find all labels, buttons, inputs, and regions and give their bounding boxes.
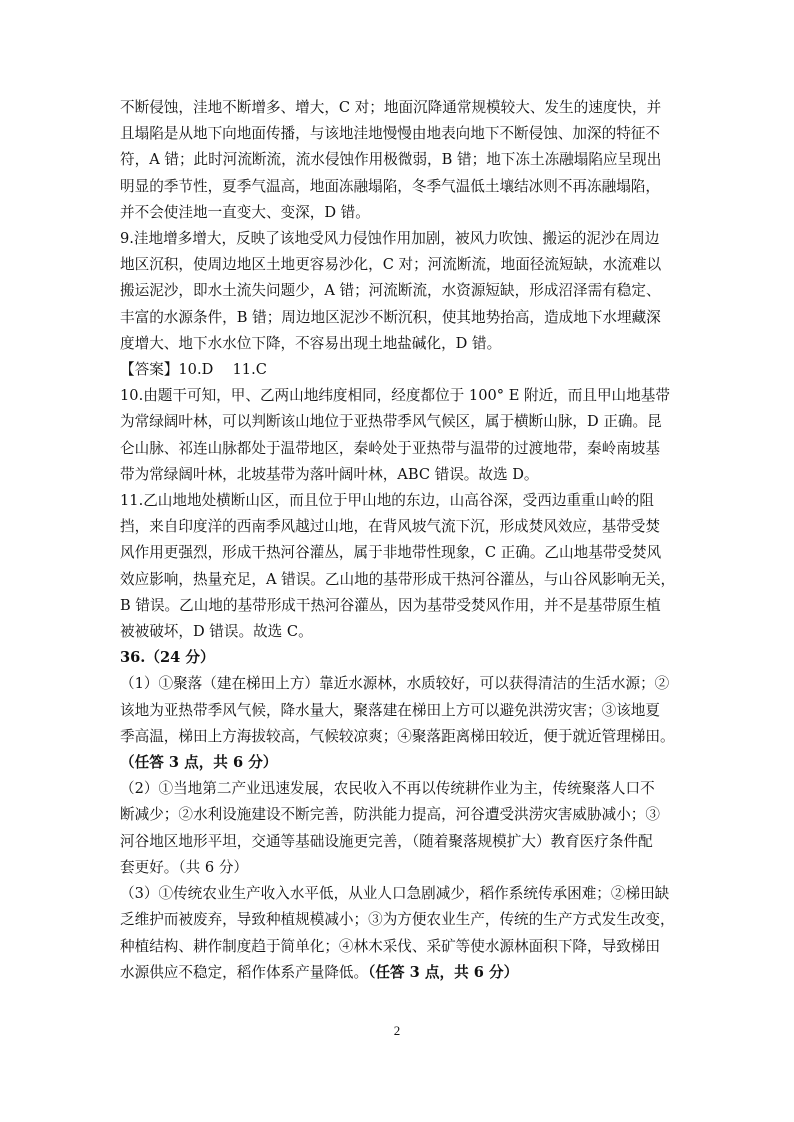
q36-heading	[120, 645, 680, 671]
text-line: （2）①当地第二产业迅速发展，农民收入不再以传统耕作业为主，传统聚落人口不	[120, 780, 655, 798]
text-line: 丰富的水源条件，B 错；周边地区泥沙不断沉积，使其地势抬高，造成地下水埋藏深	[120, 308, 661, 326]
text-segment: 水源供应不稳定，稻作体系产量降低。	[120, 963, 369, 981]
q36-part1	[120, 671, 680, 776]
text-line: （1）①聚落（建在梯田上方）靠近水源林，水质较好，可以获得清洁的生活水源；②	[120, 675, 670, 693]
text-line	[120, 960, 680, 986]
text-line: 种植结构、耕作制度趋于简单化；④林木采伐、采矿等使水源林面积下降，导致梯田	[120, 937, 660, 955]
text-line: 11.乙山地地处横断山区，而且位于甲山地的东边，山高谷深，受西边重重山岭的阻	[120, 492, 654, 510]
text-line: 10.由题干可知，甲、乙两山地纬度相同，经度都位于 100° E 附近，而且甲山地基带	[120, 387, 670, 405]
text-line: 度增大、地下水水位下降，不容易出现土地盐碱化，D 错。	[120, 334, 502, 352]
text-line: （3）①传统农业生产收入水平低，从业人口急剧减少，稻作系统传承困难；②梯田缺	[120, 885, 670, 903]
q36-part2	[120, 776, 680, 881]
text-line: 并不会使洼地一直变大、变深，D 错。	[120, 203, 370, 221]
q8-explanation-continued	[120, 95, 680, 226]
text-line: 季高温，梯田上方海拔较高，气候较凉爽；④聚落距离梯田较近，便于就近管理梯田。	[120, 727, 675, 745]
q36-part3	[120, 881, 680, 986]
text-line: 被被破坏，D 错误。故选 C。	[120, 623, 313, 641]
score-note: （任答 3 点，共 6 分）	[120, 754, 278, 772]
text-line: 【答案】10.D 11.C	[120, 361, 267, 379]
q11-explanation	[120, 488, 680, 645]
q10-explanation	[120, 383, 680, 488]
text-line: B 错误。乙山地的基带形成干热河谷灌丛，因为基带受焚风作用，并不是基带原生植	[120, 596, 661, 614]
text-line: 不断侵蚀，洼地不断增多、增大，C 对；地面沉降通常规模较大、发生的速度快，并	[120, 99, 662, 116]
text-line: 9.洼地增多增大，反映了该地受风力侵蚀作用加剧，被风力吹蚀、搬运的泥沙在周边	[120, 230, 660, 248]
score-note: （任答 3 点，共 6 分）	[368, 963, 519, 981]
q9-explanation	[120, 226, 680, 357]
text-line: 套更好。（共 6 分）	[120, 858, 249, 876]
text-line: 乏维护而被废弃，导致种植规模减小；③为方便农业生产，传统的生产方式发生改变，	[120, 911, 675, 929]
page-number: 2	[393, 1023, 401, 1038]
text-line: 带为常绿阔叶林，北坡基带为落叶阔叶林，ABC 错误。故选 D。	[120, 465, 539, 483]
text-line: 且塌陷是从地下向地面传播，与该地洼地慢慢由地表向地下不断侵蚀、加深的特征不	[120, 125, 660, 143]
text-line: 为常绿阔叶林，可以判断该山地位于亚热带季风气候区，属于横断山脉，D 正确。昆	[120, 413, 662, 431]
text-line: 效应影响，热量充足，A 错误。乙山地的基带形成干热河谷灌丛，与山谷风影响无关，	[120, 570, 676, 588]
text-line: 地区沉积，使周边地区土地更容易沙化，C 对；河流断流，地面径流短缺，水流难以	[120, 256, 662, 274]
text-line: 符，A 错；此时河流断流，流水侵蚀作用极微弱，B 错；地下冻土冻融塌陷应呈现出	[120, 151, 662, 169]
text-line: 河谷地区地形平坦，交通等基础设施更完善，（随着聚落规模扩大）教育医疗条件配	[120, 832, 653, 850]
text-line: 断减少；②水利设施建设不断完善，防洪能力提高，河谷遭受洪涝灾害威胁减小；③	[120, 806, 660, 824]
text-line: 该地为亚热带季风气候，降水量大，聚落建在梯田上方可以避免洪涝灾害；③该地夏	[120, 701, 660, 719]
text-line: 搬运泥沙，即水土流失问题少，A 错；河流断流，水资源短缺，形成沼泽需有稳定、	[120, 282, 661, 300]
text-line: 风作用更强烈，形成干热河谷灌丛，属于非地带性现象，C 正确。乙山地基带受焚风	[120, 544, 662, 562]
text-line: 明显的季节性，夏季气温高，地面冻融塌陷，冬季气温低土壤结冰则不再冻融塌陷，	[120, 177, 660, 195]
text-line: 36.（24 分）	[120, 649, 215, 667]
text-line: 仑山脉、祁连山脉都处于温带地区，秦岭处于亚热带与温带的过渡地带，秦岭南坡基	[120, 439, 660, 457]
answer-text-body	[120, 95, 680, 986]
answer-key-line	[120, 357, 680, 383]
text-line: 挡，来自印度洋的西南季风越过山地，在背风坡气流下沉，形成焚风效应，基带受焚	[120, 518, 660, 536]
